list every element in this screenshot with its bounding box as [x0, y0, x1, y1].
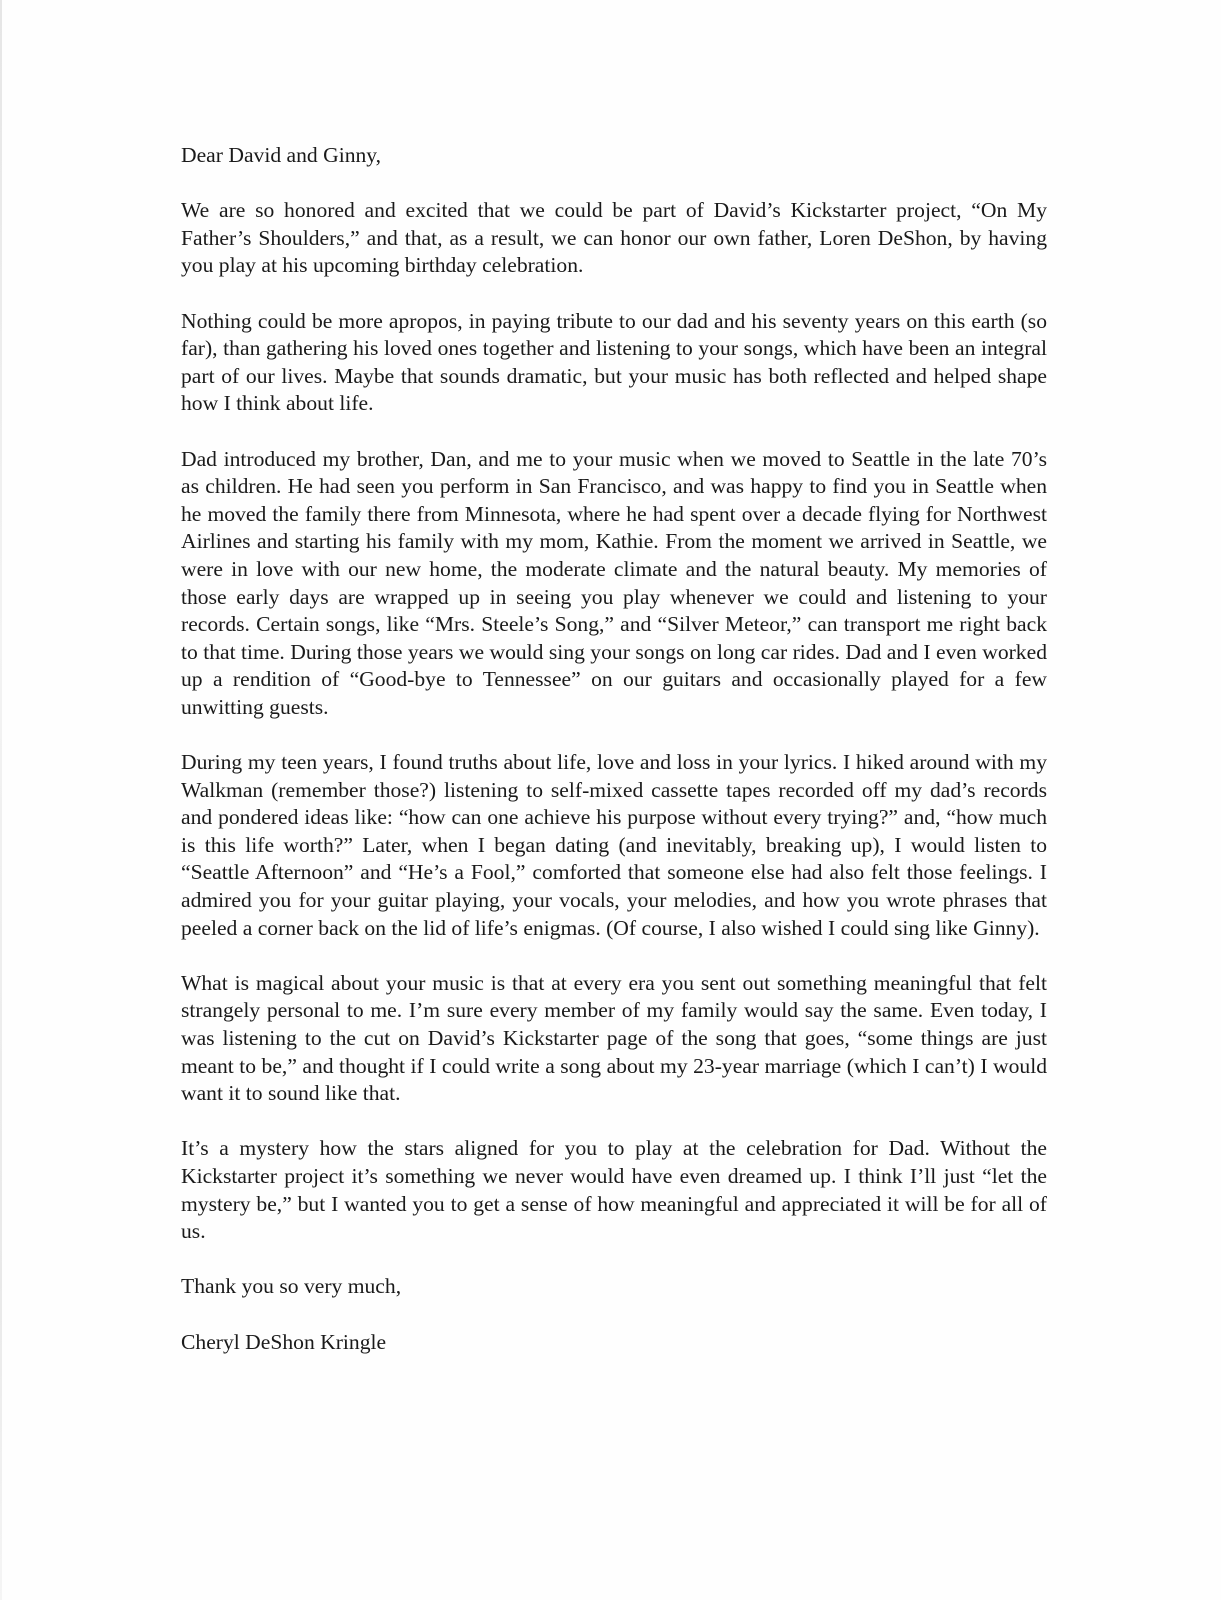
salutation: Dear David and Ginny, — [181, 143, 382, 167]
paragraph-tribute: Nothing could be more apropos, in paying tribute to our dad and his seventy years on this earth (so far), than gathering his loved ones together and listening to your songs, which have been an integral part of our lives. Maybe that sounds dramatic, but your music has both reflected and helped shape how I think about life. — [181, 308, 1047, 416]
paragraph-magical-music: What is magical about your music is that at every era you sent out something meaningful that felt strangely personal to me. I’m sure every member of my family would say the same. Even today, I was listening to the cut on David’s Kickstarter page of the song that goes, “some things are just meant to be,” and thought if I could write a song about my 23-year marriage (which I can’t) I would want it to sound like that. — [181, 970, 1047, 1106]
closing: Thank you so very much, — [181, 1274, 402, 1299]
paragraph-seattle-memories: Dad introduced my brother, Dan, and me to your music when we moved to Seattle in the late 70’s as children. He had seen you perform in San Francisco, and was happy to find you in Seattle when he moved the family there from Minnesota, where he had spent over a decade flying for Northwest Airlines and starting his family with my mom, Kathie. From the moment we arrived in Seattle, we were in love with our new home, the moderate climate and the natural beauty. My memories of those early days are wrapped up in seeing you play whenever we could and listening to your records. Certain songs, like “Mrs. Steele’s Song,” and “Silver Meteor,” can transport me right back to that time. During those years we would sing your songs on long car rides. Dad and I even worked up a rendition of “Good-bye to Tennessee” on our guitars and occasionally played for a few unwitting guests. — [181, 446, 1047, 719]
signature: Cheryl DeShon Kringle — [181, 1329, 387, 1354]
paragraph-teen-years: During my teen years, I found truths about life, love and loss in your lyrics. I hiked around with my Walkman (remember those?) listening to self-mixed cassette tapes recorded off my dad’s records and pondered ideas like: “how can one achieve his purpose without every trying?” and, “how much is this life worth?” Later, when I began dating (and inevitably, breaking up), I would listen to “Seattle Afternoon” and “He’s a Fool,” comforted that someone else had also felt those feelings. I admired you for your guitar playing, your vocals, your melodies, and how you wrote phrases that peeled a corner back on the lid of life’s enigmas. (Of course, I also wished I could sing like Ginny). — [181, 750, 1047, 940]
paragraph-kickstarter-honor: We are so honored and excited that we could be part of David’s Kickstarter project, “On My Father’s Shoulders,” and that, as a result, we can honor our own father, Loren DeShon, by having you play at his upcoming birthday celebration. — [181, 198, 1047, 278]
letter-body — [181, 142, 1047, 1356]
scan-edge — [0, 0, 2, 1600]
paragraph-mystery: It’s a mystery how the stars aligned for you to play at the celebration for Dad. Without the Kickstarter project it’s something we never would have even dreamed up. I think I’ll just “let the mystery be,” but I wanted you to get a sense of how meaningful and appreciated it will be for all of us. — [181, 1136, 1047, 1244]
